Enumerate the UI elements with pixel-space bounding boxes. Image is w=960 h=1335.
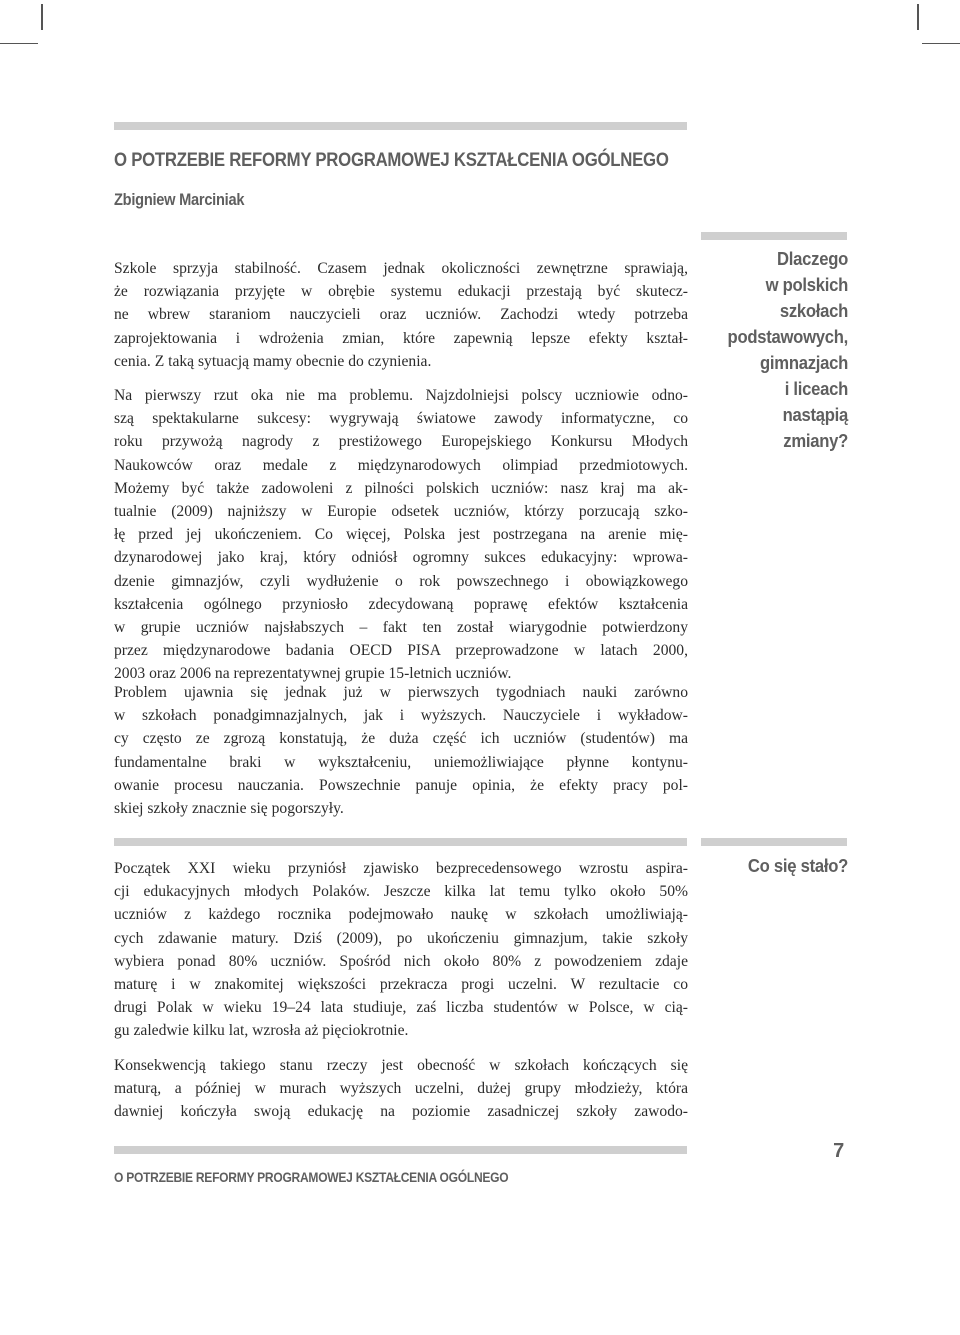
text-line: kształcenia ogólnego przyniosło zdecydowaną poprawę efektów kształcenia xyxy=(114,595,688,613)
paragraph xyxy=(114,681,688,820)
text-line: że rozwiązania przyjęte w obrębie systemu edukacji przestają być skutecz- xyxy=(114,283,688,301)
sidebar-question xyxy=(686,246,848,454)
text-line: fundamentalne braki w wykształceniu, uniemożliwiające płynne kontynu- xyxy=(114,753,688,771)
text-line: cenia. Z taką sytuacją mamy obecnie do czynienia. xyxy=(114,352,432,370)
sidebar-question-line: szkołach xyxy=(779,300,848,321)
article-author: Zbigniew Marciniak xyxy=(114,190,245,209)
text-line: gu zaledwie kilku lat, wzrosła aż pięciokrotnie. xyxy=(114,1022,409,1040)
footer-rule xyxy=(114,1146,687,1154)
text-line: w grupie uczniów najsłabszych – fakt ten został wiarygodnie potwierdzony xyxy=(114,619,688,637)
text-line: w szkołach ponadgimnazjalnych, jak i wyższych. Nauczyciele i wykładow- xyxy=(114,707,688,725)
text-line: cy często ze zgrozą konstatują, że duża część ich uczniów (studentów) ma xyxy=(114,730,688,748)
text-line: Naukowców oraz medale z międzynarodowych olimpiad przedmiotowych. xyxy=(114,456,688,474)
text-line: Początek XXI wieku przyniósł zjawisko bezprecedensowego wzrostu aspira- xyxy=(114,860,688,877)
sidebar-question-line: i liceach xyxy=(784,378,848,399)
text-line: skiej szkoły znacznie się pogorszyły. xyxy=(114,800,344,818)
sidebar-question-line: w polskich xyxy=(765,274,848,295)
header-rule xyxy=(114,122,687,130)
section-rule xyxy=(114,838,687,846)
text-line: Na pierwszy rzut oka nie ma problemu. Najzdolniejsi polscy uczniowie odno- xyxy=(114,387,688,404)
sidebar-question-line: podstawowych, xyxy=(727,326,848,347)
text-line: cji edukacyjnych młodych Polaków. Jeszcze kilka lat temu tylko około 50% xyxy=(114,883,688,901)
paragraph xyxy=(114,857,688,1043)
text-line: tualnie (2009) najniższy w Europie odsetek uczniów, którzy porzucają szko- xyxy=(114,503,688,521)
text-line: roku przywożą nagrody z prestiżowego Europejskiego Konkursu Młodych xyxy=(114,433,688,451)
footer-title: O POTRZEBIE REFORMY PROGRAMOWEJ KSZTAŁCENIA OGÓLNEGO xyxy=(114,1169,509,1185)
text-line: Możemy być także zadowoleni z pilności polskich uczniów: nasz kraj ma ak- xyxy=(114,479,688,497)
crop-mark xyxy=(41,4,43,30)
sidebar-question-line: nastąpią xyxy=(782,404,848,425)
crop-mark xyxy=(0,43,38,44)
article-title: O POTRZEBIE REFORMY PROGRAMOWEJ KSZTAŁCENIA OGÓLNEGO xyxy=(114,149,669,171)
text-line: Szkole sprzyja stabilność. Czasem jednak okoliczności zewnętrzne sprawiają, xyxy=(114,260,688,277)
sidebar-question-2: Co się stało? xyxy=(747,855,848,876)
text-line: cych zdawanie matury. Dziś (2009), po ukończeniu gimnazjum, takie szkoły xyxy=(114,929,688,947)
sidebar-rule xyxy=(701,232,847,240)
sidebar-question-line: gimnazjach xyxy=(760,352,848,373)
sidebar-rule xyxy=(701,838,847,846)
text-line: dzenie gimnazjów, czyli wydłużenie o rok powszechnego i obowiązkowego xyxy=(114,572,688,590)
text-line: dawniej kończyła swoją edukację na poziomie zasadniczej szkoły zawodo- xyxy=(114,1103,688,1121)
text-line: maturą, a później w murach wyższych uczelni, dużej grupy młodzieży, która xyxy=(114,1080,688,1098)
text-line: wybiera ponad 80% uczniów. Spośród nich około 80% z powodzeniem zdaje xyxy=(114,952,688,970)
text-line: drugi Polak w wieku 19–24 lata studiuje, zaś liczba studentów w Polsce, w cią- xyxy=(114,999,688,1017)
text-line: przez międzynarodowe badania OECD PISA przeprowadzone w latach 2000, xyxy=(114,642,688,660)
text-line: 2003 oraz 2006 na reprezentatywnej grupie 15-letnich uczniów. xyxy=(114,665,512,683)
text-line: ne wbrew staraniom nauczycieli oraz uczniów. Zachodzi wtedy potrzeba xyxy=(114,306,688,324)
sidebar-question-line: Dlaczego xyxy=(777,248,848,269)
paragraph xyxy=(114,257,688,373)
text-line: dzynarodowej jako kraj, który odniósł ogromny sukces edukacyjny: wprowa- xyxy=(114,549,688,567)
paragraph xyxy=(114,1054,688,1124)
text-line: łę przed jej ukończeniem. Co więcej, Polska jest postrzegana na arenie mię- xyxy=(114,526,688,544)
text-line: uczniów z każdego rocznika podejmowało naukę w szkołach umożliwiają- xyxy=(114,906,688,924)
text-line: Problem ujawnia się jednak już w pierwszych tygodniach nauki zarówno xyxy=(114,684,688,701)
text-line: maturę i w znakomitej większości przekracza progi uczelni. W rezultacie co xyxy=(114,976,688,994)
text-line: szą spektakularne sukcesy: wygrywają światowe zawody informatyczne, co xyxy=(114,410,688,428)
text-line: Konsekwencją takiego stanu rzeczy jest obecność w szkołach kończących się xyxy=(114,1057,688,1074)
crop-mark xyxy=(922,43,960,44)
text-line: owanie procesu nauczania. Powszechnie panuje opinia, że efekty pracy pol- xyxy=(114,776,688,794)
page-number: 7 xyxy=(833,1140,844,1162)
text-line: zaprojektowania i wdrożenia zmian, które zapewnią lepsze efekty kształ- xyxy=(114,329,688,347)
crop-mark xyxy=(917,4,919,30)
paragraph xyxy=(114,384,688,686)
sidebar-question-line: zmiany? xyxy=(783,430,848,451)
